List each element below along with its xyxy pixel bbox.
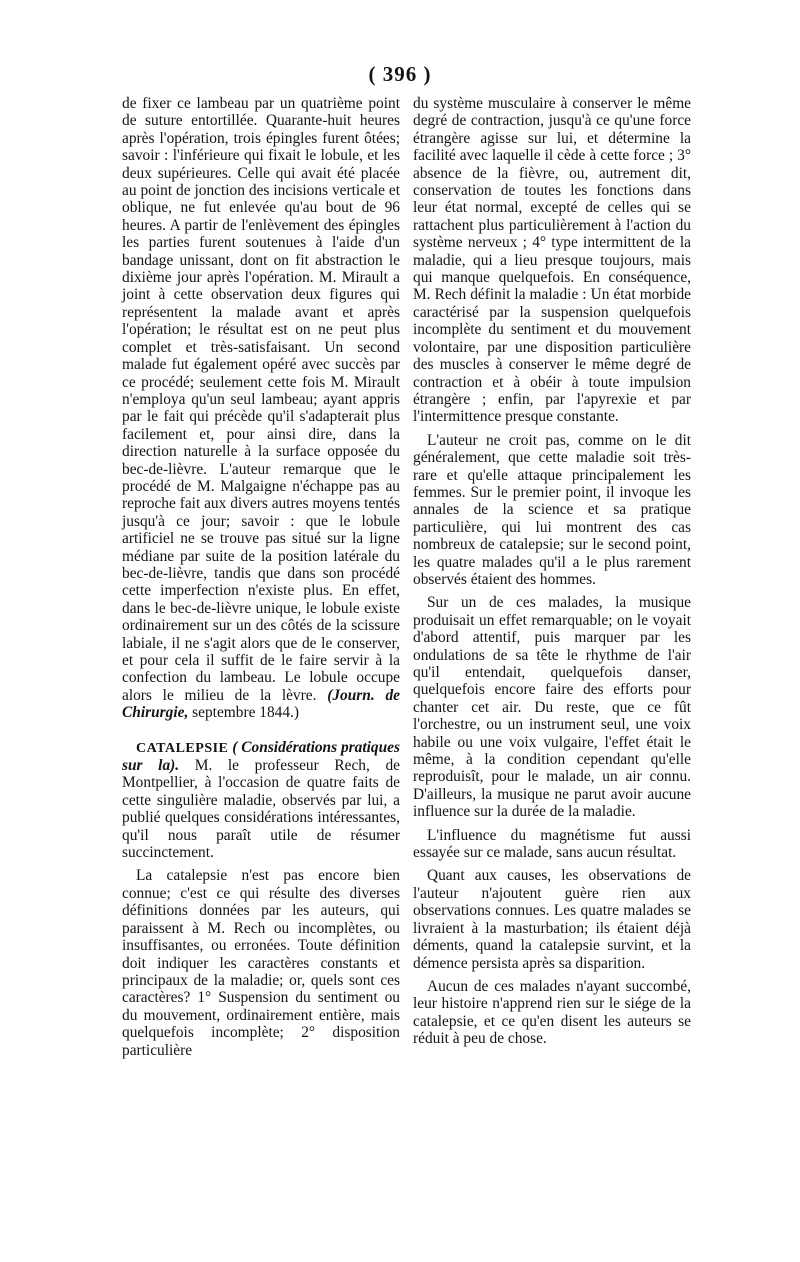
paragraph	[122, 95, 400, 722]
paragraph: La catalepsie n'est pas encore bien connue; c'est ce qui résulte des diverses définitions données par les auteurs, qui paraissent à M. Rech ou incomplètes, ou insuffisantes, ou erronées. Toute définition doit indiquer les caractères constants et principaux de la maladie; or, quels sont ces caractères? 1° Suspension du sentiment ou du mouvement, ordinairement entière, mais quelquefois incomplète; 2° disposition particulière	[122, 867, 400, 1059]
paragraph: Aucun de ces malades n'ayant succombé, leur histoire n'apprend rien sur le siége de la catalepsie, et ce qu'en disent les auteurs se réduit à peu de chose.	[413, 977, 691, 1048]
section-subtitle: ( Considérations pratiques sur la).	[122, 738, 400, 775]
paragraph: Sur un de ces malades, la musique produisait un effet remarquable; on le voyait d'abord attentif, puis marquer par les ondulations de sa tête le rhythme de l'air qu'il entendait, quelquefois danser, quelquefois encore faire des efforts pour chanter cet air. Du reste, que ce fût l'orchestre, ou un instrument seul, une voix habile ou une voix vulgaire, l'effet était le même, à la condition cependant qu'elle reproduisît, pour le malade, un air connu. D'ailleurs, la musique ne parut avoir aucune influence sur la durée de la maladie.	[413, 594, 691, 821]
paragraph: L'influence du magnétisme fut aussi essayée sur ce malade, sans aucun résultat.	[413, 826, 691, 862]
left-column	[122, 95, 400, 1059]
section-paragraph	[122, 739, 400, 862]
paragraph: L'auteur ne croit pas, comme on le dit généralement, que cette maladie soit très-rare et qu'elle attaque principalement les femmes. Sur le premier point, il invoque les annales de la science et sa pratique particulière, qui lui montrent des cas nombreux de catalepsie; sur le second point, les quatre malades qu'il a le plus rarement observés étaient des hommes.	[413, 431, 691, 588]
citation: (Journ. de Chirurgie,	[122, 686, 400, 722]
paragraph: du système musculaire à conserver le même degré de contraction, jusqu'à ce qu'une force étrangère agisse sur lui, et détermine la facilité avec laquelle il cède à cette force ; 3° absence de la fièvre, ou, autrement dit, conservation de toutes les fonctions dans leur état normal, excepté de celles qui se rattachent plus particulièrement à l'action du système nerveux ; 4° type intermittent de la maladie, qui a lieu presque toujours, mais qui manque quelquefois. En conséquence, M. Rech définit la maladie : Un état morbide caractérisé par la suspension quelquefois incomplète du sentiment et du mouvement volontaire, par une disposition particulière des muscles à conserver le même degré de contraction et à obéir à toute impulsion étrangère ; enfin, par l'apyrexie et par l'intermittence presque constante.	[413, 95, 691, 426]
paragraph-text: de fixer ce lambeau par un quatrième point de suture entortillée. Quarante-huit heures après l'opération, trois épingles furent ôtées; savoir : l'inférieure qui fixait le lobule, et les deux supérieures. Celle qui avait été placée au point de jonction des incisions verticale et oblique, ne fut enlevée qu'au bout de 96 heures. A partir de l'enlèvement des épingles les parties furent soutenues à l'aide d'un bandage unissant, dont on fit abstraction le dixième jour après l'opération. M. Mirault a joint à cette observation deux figures qui représentent la malade avant et après l'opération; le résultat est on ne peut plus complet et très-satisfaisant. Un second malade fut également opéré avec succès par ce procédé; seulement cette fois M. Mirault n'employa qu'un seul lambeau; ayant appris par le fait qui précède qu'il s'adapterait plus facilement et, pour ainsi dire, dans la direction naturelle à la surface opposée du bec-de-lièvre. L'auteur remarque que le procédé de M. Malgaigne n'échappe pas au reproche fait aux divers autres moyens tentés jusqu'à ce jour; savoir : que le lobule artificiel ne se trouve pas situé sur la ligne médiane par suite de la position latérale du bec-de-lièvre, tandis que dans son procédé cette imperfection n'existe plus. En effet, dans le bec-de-lièvre unique, le lobule existe ordinairement sur un des côtés de la scissure labiale, il ne s'agit alors que de le conserver, et pour cela il suffit de le faire servir à la confection du lambeau. Le lobule occupe alors le milieu de la lèvre.	[122, 95, 400, 704]
paragraph: Quant aux causes, les observations de l'auteur n'ajoutent guère rien aux observations connues. Les quatre malades se livraient à la masturbation; ils étaient déjà déments, quand la catalepsie survint, et la démence persista après sa disparition.	[413, 867, 691, 972]
citation-end: septembre 1844.)	[192, 704, 300, 722]
page-number: ( 396 )	[368, 62, 432, 86]
paragraph-text: M. le professeur Rech, de Montpellier, à l'occasion de quatre faits de cette singulière maladie, observés par lui, a publié quelques considérations intéressantes, qu'il nous paraît utile de résumer succinctement.	[122, 757, 400, 862]
right-column	[413, 95, 691, 1048]
section-title: CATALEPSIE	[136, 740, 229, 756]
